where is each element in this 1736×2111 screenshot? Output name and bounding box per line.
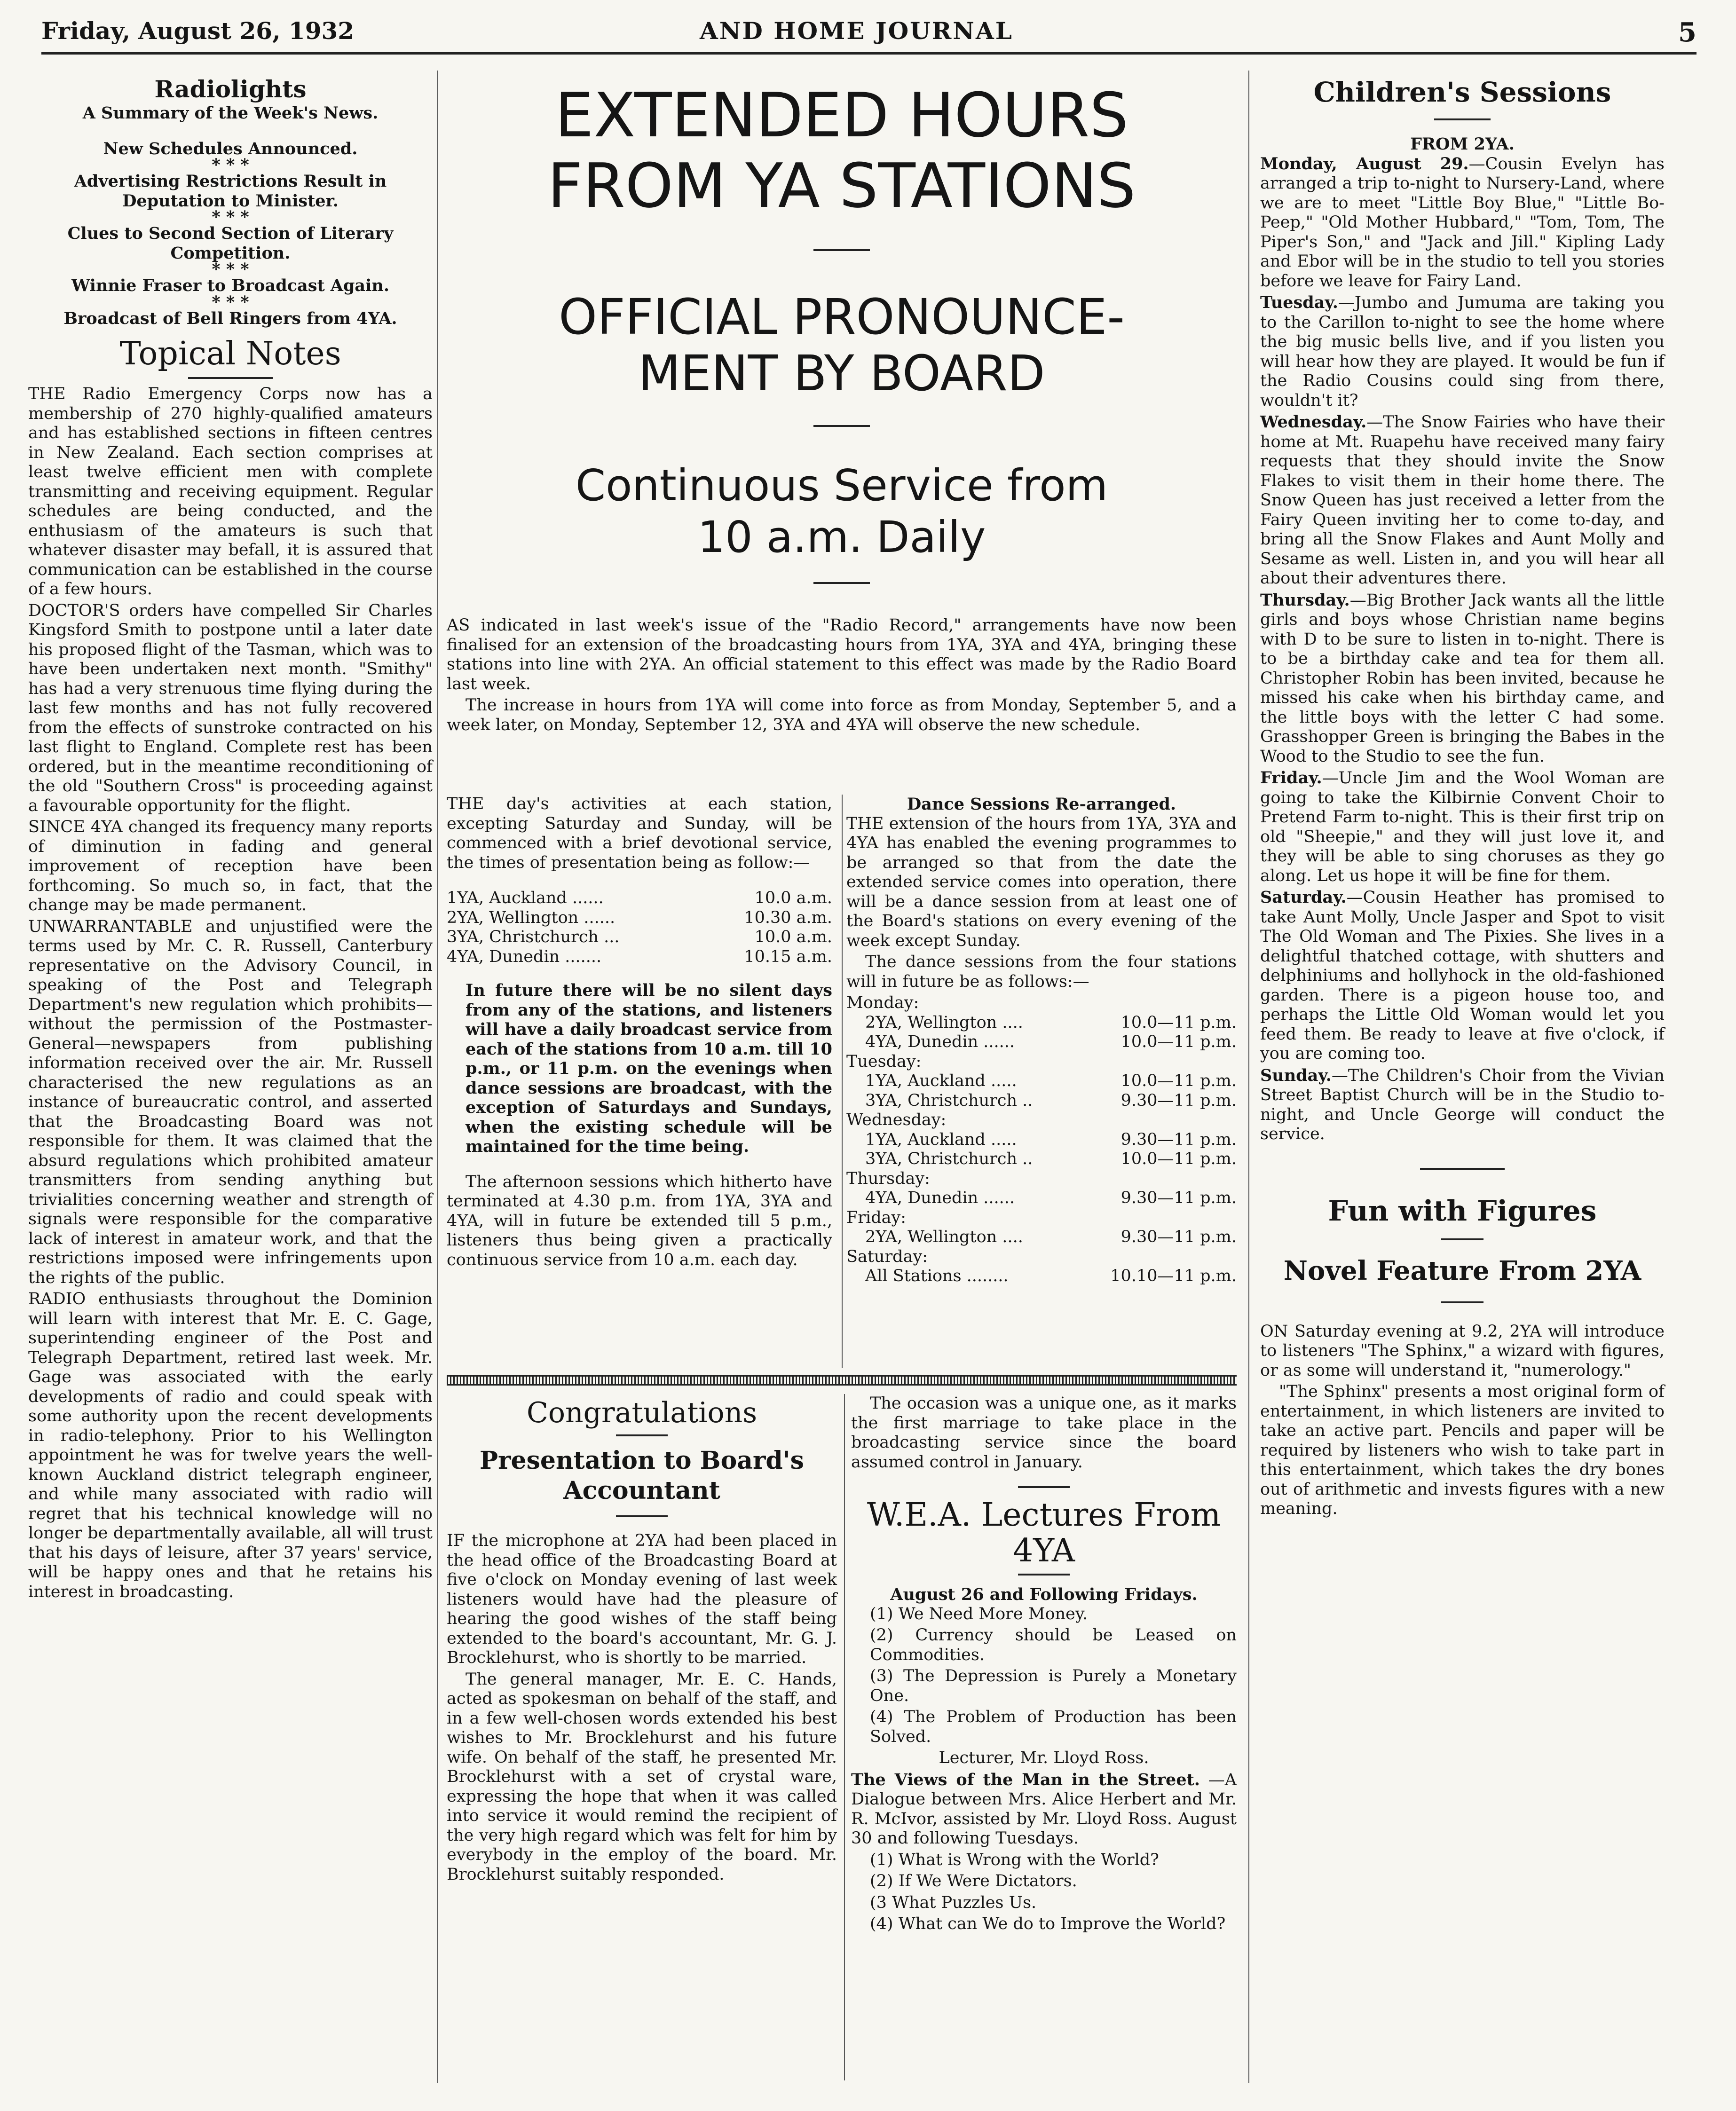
wea-item: (2) Currency should be Leased on Commodities.	[870, 1626, 1237, 1664]
childrens-from: FROM 2YA.	[1410, 134, 1515, 154]
wea-subtitle: August 26 and Following Fridays.	[890, 1585, 1198, 1604]
day-label: Monday:	[846, 993, 919, 1012]
schedule-row: 2YA, Wellington .... 9.30—11 p.m.	[865, 1228, 1237, 1246]
session-day: Thursday.	[1260, 590, 1350, 610]
session-text: —Big Brother Jack wants all the little girls and boys whose Christian name begins with D to be sure to listen in to-night. There is to be a birthday cake and tea for them all. Christopher Robin has been invited, because he missed his cake when his birthday came, and the little boys with the letter C had some. Grasshopper Green is bringing the Babes in the Wood to the Studio to see the fun.	[1260, 591, 1665, 766]
views-text: —A Dialogue between Mrs. Alice Herbert and Mr. R. McIvor, assisted by Mr. Lloyd Ross. August 30 and following Tuesdays.	[851, 1770, 1237, 1848]
page-number: 5	[1678, 17, 1697, 48]
column-rule	[437, 71, 438, 2083]
topical-note: THE Radio Emergency Corps now has a membership of 270 highly-qualified amateurs and has established sections in fifteen centres in New Zealand. Each section comprises at least twelve efficient men with complete transmitting and receiving equipment. Regular schedules are being conducted, and the enthusiasm of the amateurs is such that whatever disaster may befall, it is assured that communication can be established in the course of a few hours.	[28, 385, 433, 599]
divider	[813, 582, 870, 584]
afternoon-paragraph: The afternoon sessions which hitherto have terminated at 4.30 p.m. from 1YA, 3YA and 4YA, will in future be extended till 5 p.m., listeners thus being given a practically continuous service from 10 a.m. each day.	[447, 1172, 832, 1269]
views-title: The Views of the Man in the Street.	[851, 1770, 1200, 1789]
divider	[1420, 1168, 1505, 1170]
bold-note: In future there will be no silent days from any of the stations, and listeners will have a daily broadcast service from each of the stations from 10 a.m. till 10 p.m., or 11 p.m. on the evenings when dance sessions are broadcast, with the exception of Saturdays and Sundays, when the existing schedule will be maintained for the time being.	[466, 981, 832, 1156]
schedule-row: 3YA, Christchurch .. 10.0—11 p.m.	[865, 1150, 1237, 1168]
topical-notes-title: Topical Notes	[119, 335, 341, 372]
masthead	[41, 17, 1697, 55]
sub-headline: MENT BY BOARD	[638, 345, 1045, 402]
childrens-sessions-title: Children's Sessions	[1313, 76, 1611, 108]
column-rule	[842, 795, 843, 1368]
congratulations-subtitle: Presentation to Board's	[480, 1446, 804, 1475]
star-divider: * * *	[212, 155, 249, 174]
day-label: Thursday:	[846, 1169, 930, 1188]
congratulations-paragraph: IF the microphone at 2YA had been placed in the head office of the Broadcasting Board at five o'clock on Monday evening of last week listeners would have had the pleasure of hearing the good wishes of the staff being extended to the board's accountant, Mr. G. J. Brocklehurst, who is shortly to be married.	[447, 1531, 837, 1667]
divider	[616, 1515, 668, 1517]
schedule-row: 1YA, Auckland ...... 10.0 a.m.	[447, 889, 832, 907]
session-day: Saturday.	[1260, 888, 1347, 907]
divider	[1434, 118, 1491, 120]
fun-title: Fun with Figures	[1328, 1194, 1597, 1228]
schedule-row: 3YA, Christchurch ... 10.0 a.m.	[447, 928, 832, 946]
session-text: —The Children's Choir from the Vivian Street Baptist Church will be in the Studio to-night, and Uncle George will conduct the service.	[1260, 1066, 1665, 1143]
schedule-row: 1YA, Auckland ..... 9.30—11 p.m.	[865, 1130, 1237, 1149]
devotional-paragraph: THE day's activities at each station, excepting Saturday and Sunday, will be commenced with a brief devotional service, the times of presentation being as follow:—	[447, 795, 832, 872]
deck: Continuous Service from	[575, 460, 1108, 511]
star-divider: * * *	[212, 260, 249, 279]
radiolights-item: New Schedules Announced.	[103, 139, 358, 158]
divider	[1018, 1574, 1070, 1575]
radiolights-item: Broadcast of Bell Ringers from 4YA.	[63, 308, 397, 328]
headline: EXTENDED HOURS	[555, 79, 1128, 151]
session-text: —Cousin Evelyn has arranged a trip to-night to Nursery-Land, where we are to meet "Little Boy Blue," "Little Bo-Peep," "Old Mother Hubbard," "Tom, Tom, The Piper's Son," and "Jack and Jill." Kipling Lady and Ebor will be in the studio to tell you stories before we leave for Fairy Land.	[1260, 154, 1665, 291]
divider	[188, 377, 273, 379]
wea-item: (3 What Puzzles Us.	[870, 1893, 1037, 1912]
schedule-row: 2YA, Wellington .... 10.0—11 p.m.	[865, 1013, 1237, 1032]
day-label: Wednesday:	[846, 1111, 947, 1129]
radiolights-item: Advertising Restrictions Result in Deputation to Minister.	[74, 172, 387, 211]
wea-column	[851, 1394, 1237, 1936]
divider	[1018, 1486, 1070, 1488]
session-day: Sunday.	[1260, 1065, 1332, 1085]
topical-note: DOCTOR'S orders have compelled Sir Charles Kingsford Smith to postpone until a later date his proposed flight of the Tasman, which was to have been undertaken next month. "Smithy" has had a very strenuous time flying during the last few months and has not fully recovered from the effects of sunstroke contracted on his last flight to England. Complete rest has been ordered, but in the meantime reconditioning of the old "Southern Cross" is proceeding against a favourable opportunity for the flight.	[28, 601, 433, 815]
fun-paragraph: ON Saturday evening at 9.2, 2YA will introduce to listeners "The Sphinx," a wizard with figures, or as some will understand it, "numerology."	[1260, 1322, 1665, 1380]
hatched-divider	[447, 1375, 1237, 1386]
schedule-row: All Stations ........ 10.10—11 p.m.	[865, 1267, 1237, 1285]
schedule-row: 4YA, Dunedin ....... 10.15 a.m.	[447, 947, 832, 966]
session-day: Wednesday.	[1260, 412, 1367, 432]
congratulations-column	[447, 1394, 837, 1886]
schedule-row: 3YA, Christchurch .. 9.30—11 p.m.	[865, 1091, 1237, 1110]
lead-text	[447, 616, 1237, 737]
session-text: —The Snow Fairies who have their home at Mt. Ruapehu have received many fairy requests that they should invite the Snow Flakes to visit them in their home there. The Snow Queen has just received a letter from the Fairy Queen inviting her to come to-day, and bring all the Snow Flakes and Aunt Molly and Sesame as well. Listen in, and you will hear all about their adventures there.	[1260, 413, 1665, 588]
congratulations-subtitle: Accountant	[563, 1476, 720, 1505]
headline-block	[442, 80, 1241, 584]
wea-item: (2) If We Were Dictators.	[870, 1872, 1077, 1890]
wea-title: 4YA	[1013, 1532, 1075, 1569]
divider	[813, 425, 870, 427]
wea-item: (4) What can We do to Improve the World?	[870, 1914, 1226, 1933]
wea-item: (1) What is Wrong with the World?	[870, 1850, 1159, 1869]
star-divider: * * *	[212, 292, 249, 312]
column-rule	[1248, 71, 1249, 2083]
dance-paragraph: The dance sessions from the four stations will in future be as follows:—	[846, 953, 1237, 991]
column-rule	[844, 1394, 845, 2080]
lead-paragraph: The increase in hours from 1YA will come into force as from Monday, September 5, and a week later, on Monday, September 12, 3YA and 4YA will observe the new schedule.	[447, 696, 1237, 734]
journal-title: AND HOME JOURNAL	[700, 17, 1013, 45]
wea-item: (4) The Problem of Production has been Solved.	[870, 1708, 1237, 1746]
fun-paragraph: "The Sphinx" presents a most original form of entertainment, in which listeners are invited to take an active part. Pencils and paper will be required by listeners who wish to take part in this entertainment, which takes the dry bones out of arithmetic and invests figures with a new meaning.	[1260, 1382, 1665, 1518]
session-day: Monday, August 29.	[1260, 154, 1469, 173]
radiolights-item: Winnie Fraser to Broadcast Again.	[71, 276, 390, 295]
day-label: Saturday:	[846, 1247, 928, 1266]
wea-title: W.E.A. Lectures From	[867, 1497, 1221, 1534]
congratulations-paragraph: The occasion was a unique one, as it marks the first marriage to take place in the broadcasting service since the board assumed control in January.	[851, 1394, 1237, 1472]
sub-headline: OFFICIAL PRONOUNCE-	[559, 288, 1125, 346]
session-text: —Cousin Heather has promised to take Aunt Molly, Uncle Jasper and Spot to visit The Old Woman and The Pixies. She lives in a delightful thatched cottage, with shutters and delphiniums and hollyhock in the old-fashioned garden. There is a pigeon house too, and perhaps the Little Old Woman would let you feed them. Be ready to leave at five o'clock, if you are coming too.	[1260, 888, 1665, 1063]
star-divider: * * *	[212, 207, 249, 227]
schedule-row: 4YA, Dunedin ...... 10.0—11 p.m.	[865, 1032, 1237, 1051]
session-text: —Jumbo and Jumuma are taking you to the Carillon to-night to see the home where the big music bells live, and if you listen you will hear how they are played. It would be fun if the Radio Cousins could sing from there, wouldn't it?	[1260, 293, 1665, 410]
dance-title: Dance Sessions Re-arranged.	[907, 795, 1176, 814]
day-label: Friday:	[846, 1208, 907, 1227]
headline: FROM YA STATIONS	[547, 150, 1136, 221]
topical-note: SINCE 4YA changed its frequency many reports of diminution in fading and general improvement of reception have been forthcoming. So much so, in fact, that the change may be made permanent.	[28, 818, 433, 914]
wea-item: (3) The Depression is Purely a Monetary One.	[870, 1667, 1237, 1705]
radiolights-item: Clues to Second Section of Literary Competition.	[67, 224, 394, 263]
wea-lecturer: Lecturer, Mr. Lloyd Ross.	[939, 1749, 1149, 1767]
topical-note: UNWARRANTABLE and unjustified were the terms used by Mr. C. R. Russell, Canterbury representative on the Advisory Council, in speaking of the Post and Telegraph Department's new regulation which prohibits—without the permission of the Postmaster-General—newspapers from publishing information received over the air. Mr. Russell characterised the new regulations as an instance of bureaucratic control, and asserted that the Broadcasting Board was not responsible for them. It was claimed that the absurd regulations which prohibited amateur transmitters from sending anything but trivialities concerning weather and strength of signals were responsible for the comparative lack of interest in amateur work, and that the restrictions imposed were infringements upon the rights of the public.	[28, 917, 433, 1287]
service-column	[447, 795, 832, 1272]
divider	[813, 249, 870, 251]
schedule-row: 2YA, Wellington ...... 10.30 a.m.	[447, 908, 832, 927]
schedule-row: 4YA, Dunedin ...... 9.30—11 p.m.	[865, 1189, 1237, 1207]
session-day: Friday.	[1260, 768, 1322, 788]
left-column	[28, 75, 433, 1604]
radiolights-title: Radiolights	[154, 75, 307, 103]
wea-item: (1) We Need More Money.	[870, 1604, 1088, 1623]
topical-note: RADIO enthusiasts throughout the Dominion will learn with interest that Mr. E. C. Gage, superintending engineer of the Post and Telegraph Department, retired last week. Mr. Gage was associated with the early developments of radio and could speak with some authority upon the recent developments in radio-telephony. Prior to his Wellington appointment he was for twelve years the well-known Auckland district telegraph engineer, and while many associated with radio will regret that his technical knowledge will no longer be departmentally available, all will trust that his days of leisure, after 37 years' service, will be happy ones and that he retains his interest in broadcasting.	[28, 1290, 433, 1601]
radiolights-subtitle: A Summary of the Week's News.	[82, 103, 379, 123]
session-day: Tuesday.	[1260, 293, 1338, 312]
lead-paragraph: AS indicated in last week's issue of the "Radio Record," arrangements have now been finalised for an extension of the broadcasting hours from 1YA, 3YA and 4YA, bringing these stations into line with 2YA. An official statement to this effect was made by the Radio Board last week.	[447, 616, 1237, 693]
dance-column	[846, 795, 1237, 1286]
divider	[1441, 1238, 1483, 1240]
dance-paragraph: THE extension of the hours from 1YA, 3YA and 4YA has enabled the evening programmes to be arranged so that from the date the extended service comes into operation, there will be a dance session from at least one of the Board's stations on every evening of the week except Sunday.	[846, 814, 1237, 950]
schedule-row: 1YA, Auckland ..... 10.0—11 p.m.	[865, 1071, 1237, 1090]
fun-subtitle: Novel Feature From 2YA	[1283, 1255, 1641, 1286]
congratulations-title: Congratulations	[526, 1396, 758, 1429]
divider	[1441, 1301, 1483, 1303]
right-column	[1260, 75, 1665, 1521]
divider	[616, 1434, 668, 1436]
deck: 10 a.m. Daily	[697, 512, 986, 562]
day-label: Tuesday:	[846, 1052, 922, 1071]
issue-date: Friday, August 26, 1932	[41, 17, 355, 45]
session-text: —Uncle Jim and the Wool Woman are going to take the Kilbirnie Convent Choir to Pretend Farm to-night. This is their first trip on old "Sheepie," and they will just love it, and they will be able to sing choruses as they go along. Let us hope it will be fine for them.	[1260, 769, 1665, 885]
congratulations-paragraph: The general manager, Mr. E. C. Hands, acted as spokesman on behalf of the staff, and in a few well-chosen words extended his best wishes to Mr. Brocklehurst and his future wife. On behalf of the staff, he presented Mr. Brocklehurst with a set of crystal ware, expressing the hope that when it was called into service it would remind the recipient of the very high regard which was felt for him by everybody in the employ of the board. Mr. Brocklehurst suitably responded.	[447, 1670, 837, 1884]
